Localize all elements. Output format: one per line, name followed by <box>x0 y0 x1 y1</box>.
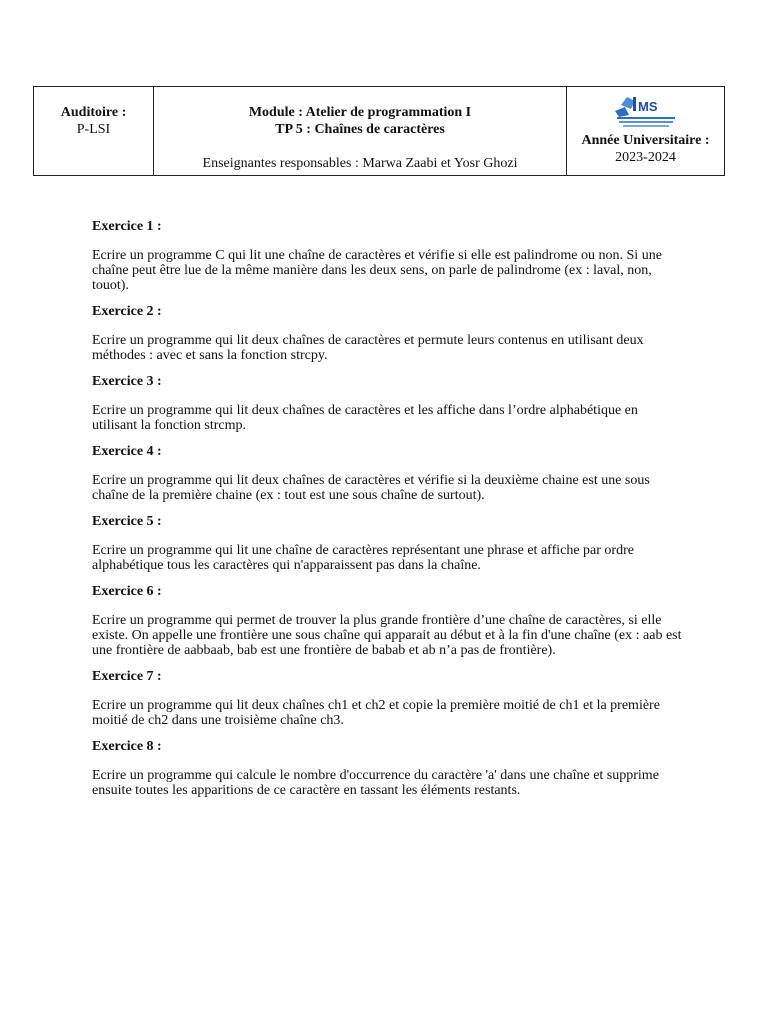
exercise-list <box>92 219 682 809</box>
exercise-title: Exercice 3 : <box>92 374 162 389</box>
svg-text:MS: MS <box>638 99 658 114</box>
tp-title: TP 5 : Chaînes de caractères <box>275 122 445 137</box>
exercise-title: Exercice 1 : <box>92 219 162 234</box>
exercise-title: Exercice 7 : <box>92 669 162 684</box>
exercise <box>92 374 682 433</box>
exercise-title: Exercice 8 : <box>92 739 162 754</box>
exercise <box>92 669 682 728</box>
exercise <box>92 514 682 573</box>
auditoire-label: Auditoire : <box>60 105 127 120</box>
exercise <box>92 304 682 363</box>
isims-logo-icon <box>613 95 679 129</box>
auditoire-value: P-LSI <box>76 122 111 137</box>
exercise-title: Exercice 2 : <box>92 304 162 319</box>
module-cell <box>154 87 567 175</box>
exercise-title: Exercice 5 : <box>92 514 162 529</box>
module-title: Module : Atelier de programmation I <box>248 105 472 120</box>
exercise-text: Ecrire un programme qui permet de trouver la plus grande frontière d’une chaîne de caractères, si elle existe. On appelle une frontière une sous chaîne qui apparait au début et à la fin d'une chaîne (ex : aab est une frontière de aabbaab, bab est une frontière de babab et ab n’a pas de frontière). <box>92 613 682 658</box>
exercise <box>92 584 682 658</box>
year-cell <box>567 87 724 175</box>
exercise-title: Exercice 6 : <box>92 584 162 599</box>
header-table <box>33 86 725 176</box>
exercise <box>92 739 682 798</box>
year-label: Année Universitaire : <box>581 133 710 148</box>
exercise-text: Ecrire un programme qui lit une chaîne de caractères représentant une phrase et affiche par ordre alphabétique tous les caractères qui n'apparaissent pas dans la chaîne. <box>92 543 634 573</box>
exercise-text: Ecrire un programme qui lit deux chaînes de caractères et permute leurs contenus en utilisant deux méthodes : avec et sans la fonction strcpy. <box>92 333 644 363</box>
exercise <box>92 219 682 293</box>
auditoire-cell <box>34 87 154 175</box>
year-value: 2023-2024 <box>615 150 676 165</box>
exercise-text: Ecrire un programme qui lit deux chaînes de caractères et les affiche dans l’ordre alphabétique en utilisant la fonction strcmp. <box>92 403 638 433</box>
exercise-text: Ecrire un programme qui lit deux chaînes de caractères et vérifie si la deuxième chaine est une sous chaîne de la première chaine (ex : tout est une sous chaîne de surtout). <box>92 473 650 503</box>
exercise-text: Ecrire un programme qui lit deux chaînes ch1 et ch2 et copie la première moitié de ch1 et la première moitié de ch2 dans une troisième chaîne ch3. <box>92 698 660 728</box>
exercise-title: Exercice 4 : <box>92 444 162 459</box>
teachers-line: Enseignantes responsables : Marwa Zaabi et Yosr Ghozi <box>202 156 518 171</box>
exercise <box>92 444 682 503</box>
exercise-text: Ecrire un programme C qui lit une chaîne de caractères et vérifie si elle est palindrome ou non. Si une chaîne peut être lue de la même manière dans les deux sens, on parle de palindrome (ex : laval, non, touot). <box>92 248 662 293</box>
exercise-text: Ecrire un programme qui calcule le nombre d'occurrence du caractère 'a' dans une chaîne et supprime ensuite toutes les apparitions de ce caractère en tassant les éléments restants. <box>92 768 659 798</box>
